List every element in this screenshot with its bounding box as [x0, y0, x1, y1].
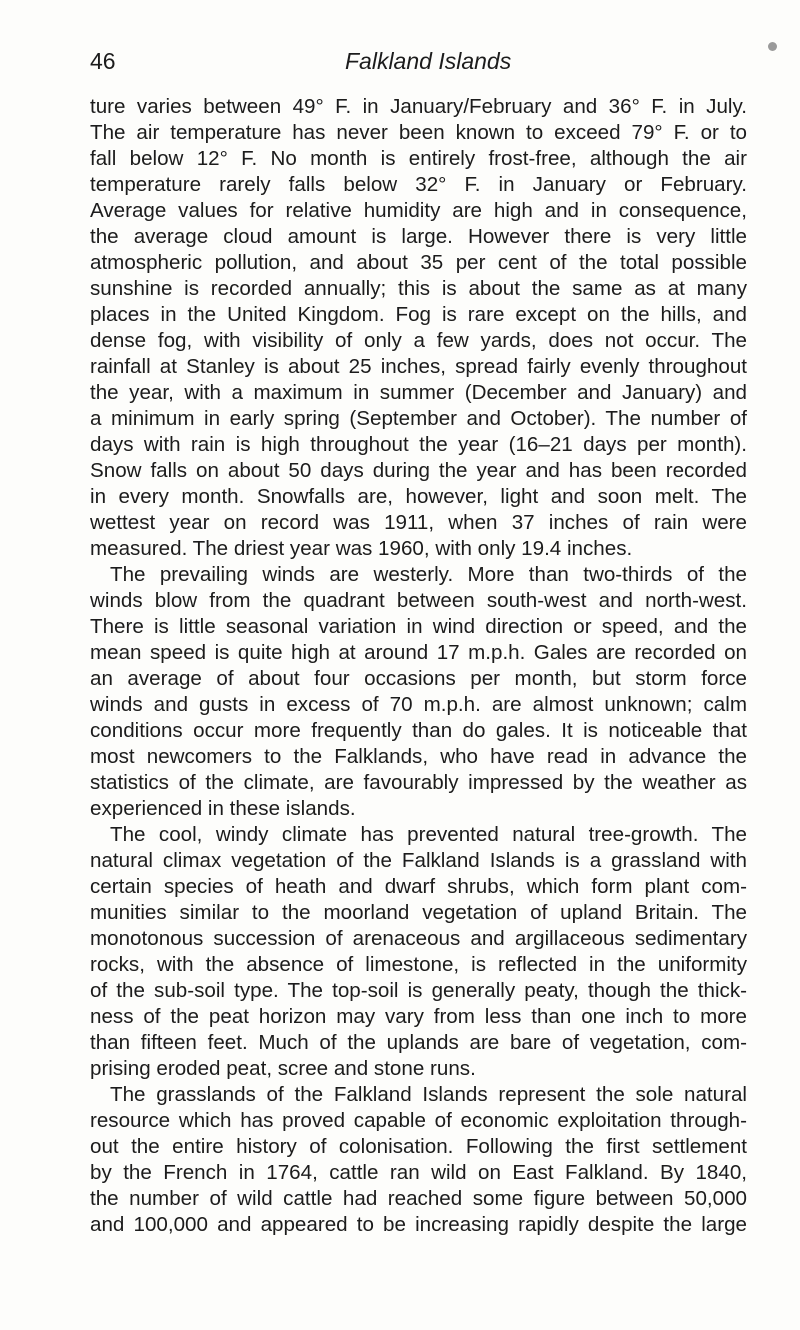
text-line: rainfall at Stanley is about 25 inches, spread fairly evenly throughout [90, 355, 747, 378]
text-line: than fifteen feet. Much of the uplands are bare of vegetation, com- [90, 1031, 747, 1054]
text-line: atmospheric pollution, and about 35 per cent of the total possible [90, 251, 747, 274]
text-line: the average cloud amount is large. However there is very little [90, 225, 747, 248]
text-line: Average values for relative humidity are high and in consequence, [90, 199, 747, 222]
text-line: The prevailing winds are westerly. More than two-thirds of the [110, 563, 747, 586]
text-line: The grasslands of the Falkland Islands represent the sole natural [110, 1083, 747, 1106]
text-line: The cool, windy climate has prevented natural tree-growth. The [110, 823, 747, 846]
text-line: most newcomers to the Falklands, who have read in advance the [90, 745, 747, 768]
text-line: rocks, with the absence of limestone, is reflected in the uniformity [90, 953, 747, 976]
text-line: winds blow from the quadrant between south-west and north-west. [90, 589, 747, 612]
text-line: out the entire history of colonisation. Following the first settlement [90, 1135, 747, 1158]
text-line: resource which has proved capable of economic exploitation through- [90, 1109, 747, 1132]
paragraph [90, 822, 747, 1082]
text-line: winds and gusts in excess of 70 m.p.h. are almost unknown; calm [90, 693, 747, 716]
text-line: places in the United Kingdom. Fog is rare except on the hills, and [90, 303, 747, 326]
text-line: ness of the peat horizon may vary from less than one inch to more [90, 1005, 747, 1028]
text-line: mean speed is quite high at around 17 m.p.h. Gales are recorded on [90, 641, 747, 664]
text-line: by the French in 1764, cattle ran wild on East Falkland. By 1840, [90, 1161, 747, 1184]
text-line: dense fog, with visibility of only a few yards, does not occur. The [90, 329, 747, 352]
text-line: experienced in these islands. [90, 797, 356, 820]
text-line: ture varies between 49° F. in January/February and 36° F. in July. [90, 95, 747, 118]
text-line: natural climax vegetation of the Falkland Islands is a grassland with [90, 849, 747, 872]
text-line: Snow falls on about 50 days during the year and has been recorded [90, 459, 747, 482]
text-line: measured. The driest year was 1960, with only 19.4 inches. [90, 537, 633, 560]
paragraph [90, 562, 747, 822]
body-text [90, 94, 747, 1238]
print-speck [768, 42, 777, 51]
running-title: Falkland Islands [345, 48, 512, 74]
text-line: certain species of heath and dwarf shrubs, which form plant com- [90, 875, 747, 898]
text-line: monotonous succession of arenaceous and argillaceous sedimentary [90, 927, 747, 950]
page-number: 46 [90, 48, 116, 74]
text-line: of the sub-soil type. The top-soil is generally peaty, though the thick- [90, 979, 747, 1002]
text-line: fall below 12° F. No month is entirely frost-free, although the air [90, 147, 747, 170]
text-line: conditions occur more frequently than do gales. It is noticeable that [90, 719, 747, 742]
text-line: the number of wild cattle had reached some figure between 50,000 [90, 1187, 747, 1210]
text-line: There is little seasonal variation in wind direction or speed, and the [90, 615, 747, 638]
text-line: and 100,000 and appeared to be increasing rapidly despite the large [90, 1213, 747, 1236]
text-line: a minimum in early spring (September and October). The number of [90, 407, 747, 430]
paragraph [90, 94, 747, 562]
text-line: prising eroded peat, scree and stone runs. [90, 1057, 476, 1080]
text-line: the year, with a maximum in summer (December and January) and [90, 381, 747, 404]
paragraph [90, 1082, 747, 1238]
text-line: sunshine is recorded annually; this is about the same as at many [90, 277, 747, 300]
text-line: munities similar to the moorland vegetation of upland Britain. The [90, 901, 747, 924]
text-line: The air temperature has never been known to exceed 79° F. or to [90, 121, 747, 144]
text-line: an average of about four occasions per month, but storm force [90, 667, 747, 690]
text-line: statistics of the climate, are favourably impressed by the weather as [90, 771, 747, 794]
running-head [90, 48, 750, 78]
text-line: days with rain is high throughout the year (16–21 days per month). [90, 433, 747, 456]
text-line: wettest year on record was 1911, when 37 inches of rain were [90, 511, 747, 534]
text-line: temperature rarely falls below 32° F. in January or February. [90, 173, 747, 196]
text-line: in every month. Snowfalls are, however, light and soon melt. The [90, 485, 747, 508]
